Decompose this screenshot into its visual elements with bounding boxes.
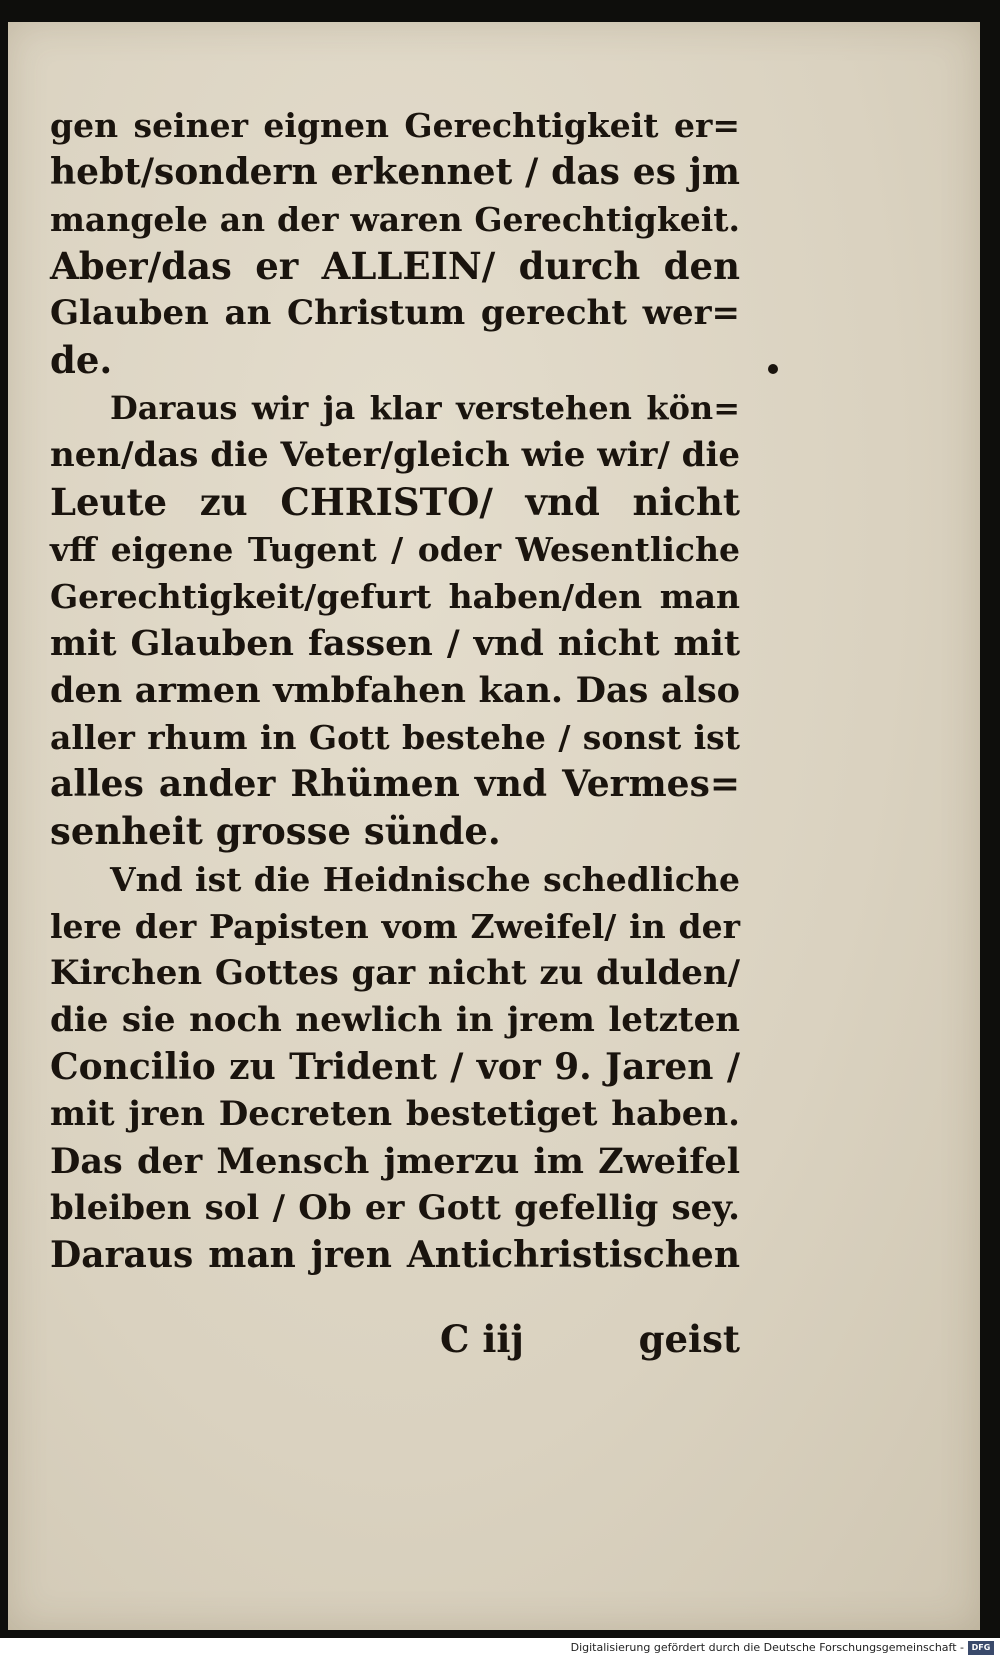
text-line: nen/das die Veter/gleich wie wir/ die [50, 434, 740, 475]
text-line: Gerechtigkeit/gefurt haben/den man [50, 576, 740, 616]
book-page [8, 22, 980, 1630]
text-line: Concilio zu Trident / vor 9. Jaren / [50, 1045, 740, 1088]
text-line: de. [50, 338, 113, 383]
text-line: Das der Mensch jmerzu im Zweifel [50, 1141, 740, 1183]
printer-signature: C iij [440, 1317, 524, 1361]
dfg-logo-icon: DFG [968, 1641, 994, 1655]
text-line: gen seiner eignen Gerechtigkeit er= [50, 106, 740, 145]
text-line: die sie noch newlich in jrem letzten [50, 999, 740, 1040]
signature-line [50, 1317, 740, 1365]
text-line: Aber/das er ALLEIN/ durch den [50, 244, 740, 289]
text-line: mit jren Decreten bestetiget haben. [50, 1093, 740, 1134]
text-line: Kirchen Gottes gar nicht zu dulden/ [50, 952, 740, 993]
text-line: Glauben an Christum gerecht wer= [50, 293, 740, 334]
text-line: mit Glauben fassen / vnd nicht mit [50, 623, 740, 665]
text-line: Daraus man jren Antichristischen [50, 1234, 740, 1277]
text-line: senheit grosse sünde. [50, 809, 501, 854]
text-line: vff eigene Tugent / oder Wesentliche [50, 529, 740, 569]
text-line: lere der Papisten vom Zweifel/ in der [50, 906, 740, 946]
text-line: den armen vmbfahen kan. Das also [50, 670, 740, 712]
page-text [50, 102, 740, 1279]
text-line: bleiben sol / Ob er Gott gefellig sey. [50, 1188, 740, 1229]
text-line: mangele an der waren Gerechtigkeit. [50, 200, 740, 240]
text-line: alles ander Rhümen vnd Vermes= [50, 763, 740, 806]
catchword: geist [638, 1317, 740, 1361]
digitization-footer [0, 1638, 1000, 1659]
paragraph-start-line: Daraus wir ja klar verstehen kön= [110, 388, 740, 427]
paragraph-start-line: Vnd ist die Heidnische schedliche [110, 859, 740, 899]
footer-credit: Digitalisierung gefördert durch die Deutsche Forschungsgemeinschaft - [570, 1641, 964, 1654]
text-line: hebt/sondern erkennet / das es jm [50, 151, 740, 194]
text-line: Leute zu CHRISTO/ vnd nicht [50, 479, 740, 524]
text-line: aller rhum in Gott bestehe / sonst ist [50, 718, 740, 758]
margin-mark-dot [768, 364, 778, 374]
